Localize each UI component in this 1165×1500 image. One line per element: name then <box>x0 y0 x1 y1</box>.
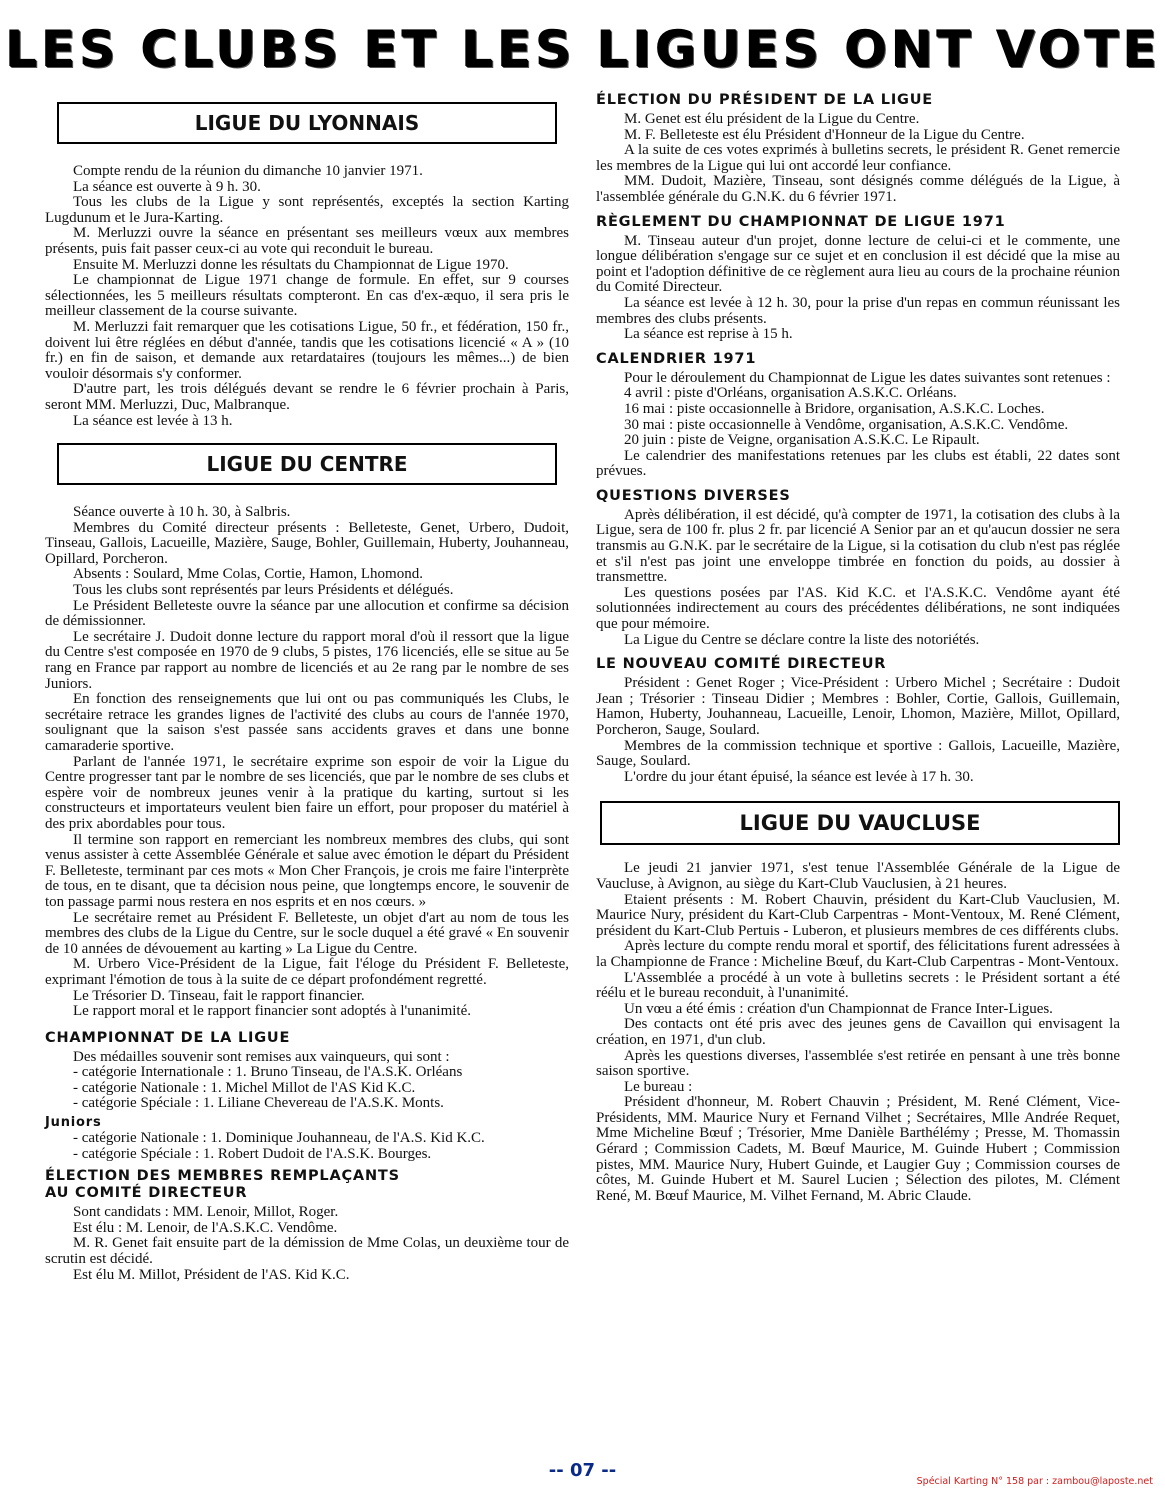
paragraph: Le Trésorier D. Tinseau, fait le rapport financier. <box>73 987 365 1004</box>
paragraph: La séance est levée à 13 h. <box>73 412 233 429</box>
right-column <box>596 92 1120 1204</box>
paragraph: Tous les clubs de la Ligue y sont représentés, exceptés la section Karting Lugdunum et le Jura-Karting. <box>45 194 569 226</box>
heading-juniors: Juniors <box>45 1115 102 1131</box>
paragraph: Après les questions diverses, l'assemblée s'est retirée en pensant à une très bonne saison sportive. <box>596 1047 1120 1080</box>
heading-election-membres <box>45 1168 569 1202</box>
paragraph: M. Merluzzi fait remarquer que les cotisations Ligue, 50 fr., et fédération, 150 fr., doivent lui être réglées en début d'année, tandis que les cotisations licencié « A » (10 fr.) en fin de saison, et demande aux retardataires (toujours les mêmes...) de bien vouloir désormais s'y conformer. <box>45 318 569 382</box>
paragraph: Compte rendu de la réunion du dimanche 10 janvier 1971. <box>73 163 423 179</box>
paragraph: M. Urbero Vice-Président de la Ligue, fait l'éloge du Président F. Belleteste, exprimant l'émotion de tous à la suite de ce départ profondément regretté. <box>45 956 569 988</box>
list-item: - catégorie Spéciale : 1. Robert Dudoit de l'A.S.K. Bourges. <box>73 1145 432 1162</box>
paragraph: La Ligue du Centre se déclare contre la liste des notoriétés. <box>624 631 980 648</box>
section-title-lyonnais: LIGUE DU LYONNAIS <box>57 102 557 144</box>
heading-championnat: CHAMPIONNAT DE LA LIGUE <box>45 1029 291 1046</box>
list-item: - catégorie Nationale : 1. Dominique Jouhanneau, de l'A.S. Kid K.C. <box>73 1130 485 1147</box>
paragraph: Les questions posées par l'AS. Kid K.C. et l'A.S.K.C. Vendôme ayant été solutionnées indirectement au cours des précédentes délibérations, ne sont indiquées que pour mémoire. <box>596 584 1120 633</box>
heading-line: AU COMITÉ DIRECTEUR <box>45 1185 248 1202</box>
paragraph: Un vœu a été émis : création d'un Championnat de France Inter-Ligues. <box>624 1000 1053 1017</box>
paragraph: Absents : Soulard, Mme Colas, Cortie, Hamon, Lhomond. <box>73 566 423 583</box>
paragraph: Des médailles souvenir sont remises aux vainqueurs, qui sont : <box>73 1048 450 1065</box>
paragraph: L'Assemblée a procédé à un vote à bulletins secrets : le Président sortant a été réélu et le bureau reconduit, à l'unanimité. <box>596 969 1120 1002</box>
left-column <box>45 92 569 1283</box>
list-item: 16 mai : piste occasionnelle à Bridore, organisation, A.S.K.C. Loches. <box>624 400 1045 417</box>
heading-election-president: ÉLECTION DU PRÉSIDENT DE LA LIGUE <box>596 92 934 108</box>
paragraph: Sont candidats : MM. Lenoir, Millot, Roger. <box>73 1204 339 1221</box>
paragraph: Président d'honneur, M. Robert Chauvin ; Président, M. René Clément, Vice-Présidents, MM. Maurice Nury et Fernand Vilhet ; Secrétaires, Mlle Andrée Requet, Mme Micheline Bœuf ; Trésorier, Mme Danièle Barthélémy ; Presse, M. Thomassin Gérard ; Commission Cadets, M. Bœuf Maurice, M. Guinde Hubert ; Commission pistes, MM. Maurice Nury, Hubert Guinde, et Laugier Guy ; Commission courses de côtes, M. Guinde Hubert et M. Saurel Lucien ; Sélection des pilotes, M. Clément René, M. Bœuf Maurice, M. Vilhet Fernand, M. Abric Claude. <box>596 1094 1120 1204</box>
paragraph: La séance est reprise à 15 h. <box>624 326 793 343</box>
paragraph: M. Genet est élu président de la Ligue du Centre. <box>624 111 920 127</box>
list-item: - catégorie Internationale : 1. Bruno Tinseau, de l'A.S.K. Orléans <box>73 1064 463 1081</box>
centre-body <box>45 505 569 1020</box>
paragraph: Le rapport moral et le rapport financier sont adoptés à l'unanimité. <box>73 1003 471 1020</box>
list-item: - catégorie Nationale : 1. Michel Millot de l'AS Kid K.C. <box>73 1079 416 1096</box>
paragraph: Est élu : M. Lenoir, de l'A.S.K.C. Vendôme. <box>73 1219 338 1236</box>
paragraph: Des contacts ont été pris avec des jeunes gens de Cavaillon qui envisagent la création, en 1971, d'un club. <box>596 1016 1120 1048</box>
paragraph: Le calendrier des manifestations retenues par les clubs est établi, 22 dates sont prévues. <box>596 447 1120 480</box>
paragraph: D'autre part, les trois délégués devant se rendre le 6 février prochain à Paris, seront MM. Merluzzi, Duc, Malbranque. <box>45 381 569 413</box>
paragraph: M. Tinseau auteur d'un projet, donne lecture de celui-ci et le commente, une longue délibération s'engage sur ce sujet et en conclusion il est décidé que la mise au point et l'adoption définitive de ce règlement aura lieu au cours de la prochaine réunion du Comité Directeur. <box>596 232 1120 296</box>
paragraph: Le Président Belleteste ouvre la séance par une allocution et confirme sa décision de démissionner. <box>45 597 569 630</box>
list-item: 20 juin : piste de Veigne, organisation A.S.K.C. Le Ripault. <box>624 432 980 449</box>
heading-calendrier: CALENDRIER 1971 <box>596 350 757 367</box>
paragraph: Etaient présents : M. Robert Chauvin, président du Kart-Club Vauclusien, M. Maurice Nury, président du Kart-Club Carpentras - Mont-Ventoux, M. René Clément, président du Kart-Club Pertuis - Luberon, et plusieurs membres de ces différents clubs. <box>596 891 1120 939</box>
paragraph: Après lecture du compte rendu moral et sportif, des félicitations furent adressées à la Championne de France : Micheline Bœuf, du Kart-Club Carpentras - Mont-Ventoux. <box>596 938 1120 970</box>
paragraph: Le jeudi 21 janvier 1971, s'est tenue l'Assemblée Générale de la Ligue de Vaucluse, à Avignon, au siège du Kart-Club Vauclusien, à 21 heures. <box>596 860 1120 892</box>
paragraph: L'ordre du jour étant épuisé, la séance est levée à 17 h. 30. <box>624 768 974 785</box>
paragraph: Tous les clubs sont représentés par leurs Présidents et délégués. <box>73 582 454 599</box>
paragraph: Président : Genet Roger ; Vice-Président : Urbero Michel ; Secrétaire : Dudoit Jean ; Trésorier : Tinseau Didier ; Membres : Bohler, Cortie, Gallois, Guillemain, Hamon, Huberty, Jouhanneau, Lacueille, Lenoir, Lhomon, Mazière, Millot, Opillard, Porcheron, Sauge, Soulard. <box>596 675 1120 738</box>
page-number: -- 07 -- <box>548 1460 617 1481</box>
paragraph: Après délibération, il est décidé, qu'à compter de 1971, la cotisation des clubs à la Ligue, sera de 100 fr. plus 2 fr. par licencié A Senior par an et qu'aucun dossier ne sera transmis au G.N.K. par le secrétaire de la Ligue, si la cotisation du club n'est pas réglée et s'il n'est pas joint une enveloppe timbrée en fonction du poids, au dossier à transmettre. <box>596 506 1120 586</box>
list-item: 4 avril : piste d'Orléans, organisation A.S.K.C. Orléans. <box>624 385 957 402</box>
list-item: 30 mai : piste occasionnelle à Vendôme, organisation, A.S.K.C. Vendôme. <box>624 416 1069 433</box>
paragraph: Pour le déroulement du Championnat de Ligue les dates suivantes sont retenues : <box>624 369 1111 386</box>
heading-reglement: RÈGLEMENT DU CHAMPIONNAT DE LIGUE 1971 <box>596 213 1006 230</box>
page-headline: LES CLUBS ET LES LIGUES ONT VOTE <box>4 20 1161 78</box>
paragraph: MM. Dudoit, Mazière, Tinseau, sont désignés comme délégués de la Ligue, à l'assemblée générale du G.N.K. du 6 février 1971. <box>596 173 1120 205</box>
heading-questions: QUESTIONS DIVERSES <box>596 487 791 504</box>
footer-credit: Spécial Karting N° 158 par : zambou@laposte.net <box>916 1476 1153 1487</box>
paragraph: Le secrétaire remet au Président F. Belleteste, un objet d'art au nom de tous les membres des clubs de la Ligue du Centre, sur le socle duquel a été gravé « En souvenir de 10 années de dévouement au karting » La Ligue du Centre. <box>45 909 569 957</box>
paragraph: Le bureau : <box>624 1078 693 1095</box>
paragraph: Le championnat de Ligue 1971 change de formule. En effet, sur 9 courses sélectionnées, les 5 meilleurs résultats compteront. En cas d'ex-æquo, il sera pris le meilleur classement de la course suivante. <box>45 272 569 320</box>
section-title-vaucluse: LIGUE DU VAUCLUSE <box>600 801 1120 845</box>
paragraph: A la suite de ces votes exprimés à bulletins secrets, le président R. Genet remercie les membres de la Ligue qui lui ont accordé leur confiance. <box>596 142 1120 174</box>
paragraph: M. R. Genet fait ensuite part de la démission de Mme Colas, un deuxième tour de scrutin est décidé. <box>45 1235 569 1268</box>
paragraph: En fonction des renseignements que lui ont ou pas communiqués les Clubs, le secrétaire retrace les grandes lignes de l'activité des clubs au cours de l'année 1970, soulignant que la saison s'est passée sans accidents graves et dans une bonne camaraderie sportive. <box>45 691 569 754</box>
paragraph: La séance est levée à 12 h. 30, pour la prise d'un repas en commun réunissant les membres des clubs présents. <box>596 294 1120 327</box>
lyonnais-body <box>45 164 569 429</box>
paragraph: Le secrétaire J. Dudoit donne lecture du rapport moral d'où il ressort que la ligue du Centre s'est composée en 1970 de 9 clubs, 5 pistes, 176 licenciés, elle se situe au 5e rang en France par rapport au nombre de licenciés et au 2e rang par le nombre de ses Juniors. <box>45 628 569 692</box>
paragraph: M. F. Belleteste est élu Président d'Honneur de la Ligue du Centre. <box>624 126 1025 143</box>
paragraph: Membres de la commission technique et sportive : Gallois, Lacueille, Mazière, Sauge, Soulard. <box>596 737 1120 770</box>
paragraph: Séance ouverte à 10 h. 30, à Salbris. <box>73 504 291 521</box>
paragraph: Ensuite M. Merluzzi donne les résultats du Championnat de Ligue 1970. <box>73 256 509 273</box>
paragraph: Il termine son rapport en remerciant les nombreux membres des clubs, qui sont venus assister à cette Assemblée Générale et salue avec émotion le départ du Président F. Belleteste, terminant par ces mots « Mon Cher François, je crois me faire l'interprète de tous, en te disant, que ta décision nous peine, que longtemps encore, le souvenir de ton passage parmi nous restera en nos esprits et en nos cœurs. » <box>45 831 569 910</box>
paragraph: La séance est ouverte à 9 h. 30. <box>73 178 261 195</box>
list-item: - catégorie Spéciale : 1. Liliane Chevereau de l'A.S.K. Monts. <box>73 1095 444 1112</box>
paragraph: Membres du Comité directeur présents : Belleteste, Genet, Urbero, Dudoit, Tinseau, Gallois, Lacueille, Mazière, Sauge, Bohler, Guillemain, Huberty, Jouhanneau, Opillard, Porcheron. <box>45 519 569 567</box>
paragraph: Est élu M. Millot, Président de l'AS. Kid K.C. <box>73 1266 350 1283</box>
paragraph: Parlant de l'année 1971, le secrétaire exprime son espoir de voir la Ligue du Centre progresser tant par le nombre de ses licenciés, que par le nombre de ses clubs et espère voir de nombreux jeunes venir à la pratique du karting, surtout si les constructeurs et importateurs veulent bien faire un effort, pour proposer du matériel à des prix abordables pour tous. <box>45 753 569 832</box>
heading-nouveau-comite: LE NOUVEAU COMITÉ DIRECTEUR <box>596 656 887 673</box>
heading-line: ÉLECTION DES MEMBRES REMPLAÇANTS <box>45 1168 400 1185</box>
section-title-centre: LIGUE DU CENTRE <box>57 443 557 485</box>
paragraph: M. Merluzzi ouvre la séance en présentant ses meilleurs vœux aux membres présents, puis fait passer ceux-ci au vote qui reconduit le bureau. <box>45 225 569 257</box>
